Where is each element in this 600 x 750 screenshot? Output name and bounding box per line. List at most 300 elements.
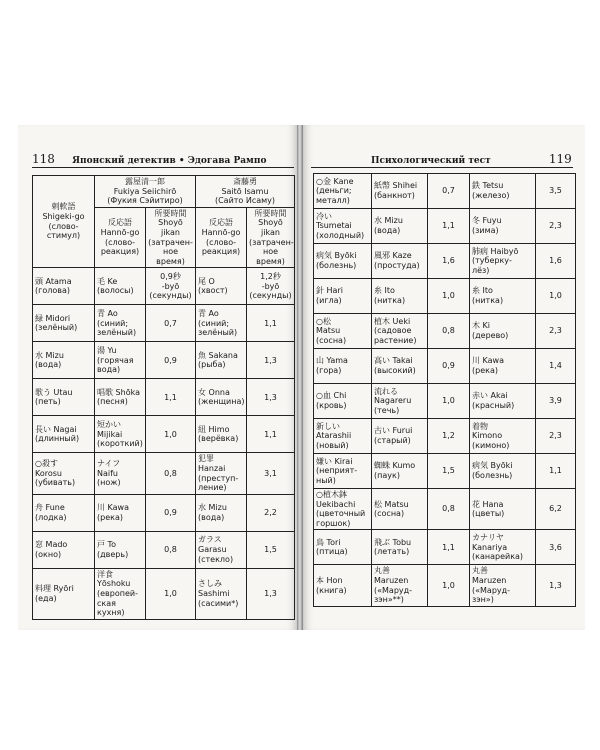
cell-line: Mijikai	[97, 429, 123, 439]
cell-line: (Фукия Сэйитиро)	[107, 196, 183, 206]
cell-line: (болезнь)	[316, 261, 357, 270]
cell-line: Uekibachi	[316, 499, 356, 509]
time-b-cell	[536, 489, 576, 530]
cell-line: (река)	[97, 512, 123, 522]
cell-line: металл)	[316, 195, 350, 205]
cell-line: 青 Ao	[97, 308, 118, 318]
stimulus-cell	[314, 419, 372, 454]
cell-line: 紙幣 Shihei	[374, 181, 418, 191]
cell-line: 頭 Atama	[35, 276, 72, 286]
response-b-cell	[196, 305, 247, 342]
cell-line: (неприят-	[316, 466, 358, 476]
cell-line: Shoyō	[258, 218, 283, 228]
cell-line: стимул)	[46, 231, 81, 241]
cell-line: (еда)	[35, 593, 57, 603]
right-running-title: Психологический тест	[371, 156, 491, 166]
table-row	[314, 384, 576, 419]
cell-line: 0,7	[442, 186, 455, 196]
cell-line: 水 Mizu	[198, 503, 227, 513]
cell-line: («Маруд-	[374, 585, 413, 595]
cell-line: 2,2	[264, 507, 277, 517]
table-row	[314, 314, 576, 349]
cell-line: 1,6	[442, 256, 455, 266]
time-a-cell	[428, 349, 470, 384]
cell-line: (синий;	[198, 318, 230, 328]
cell-line: 2,3	[549, 326, 562, 336]
cell-line: 3,1	[264, 468, 277, 478]
response-b-cell	[196, 342, 247, 379]
time-a-cell	[428, 489, 470, 530]
stimulus-cell	[33, 416, 95, 453]
time-b-cell	[536, 174, 576, 209]
cell-line: 1,0	[164, 588, 177, 598]
cell-line: 露屋清一郎	[125, 177, 165, 186]
cell-line: Nagareru	[374, 396, 412, 406]
cell-line: (секунды)	[149, 291, 192, 301]
response-a-cell	[372, 384, 428, 419]
cell-line: 1,1	[549, 466, 562, 476]
cell-line: 女 Onna	[198, 387, 230, 397]
cell-line: ное время)	[156, 247, 185, 266]
cell-line: (секунды)	[249, 291, 292, 301]
cell-line: 斎藤勇	[233, 177, 257, 186]
cell-line: (окно)	[35, 549, 62, 559]
cell-line: Kimono	[472, 431, 503, 441]
table-row	[314, 489, 576, 530]
table-row	[314, 174, 576, 209]
cell-line: (нитка)	[374, 296, 406, 305]
cell-line: 反応語	[108, 218, 132, 228]
time-a-cell	[146, 342, 196, 379]
cell-line: 戸 To	[97, 540, 116, 550]
response-a-cell	[372, 454, 428, 489]
cell-line: 1,5	[442, 466, 455, 476]
time-b-cell	[247, 568, 295, 619]
cell-line: (цветы)	[472, 509, 505, 519]
cell-line: (сосна)	[316, 335, 347, 345]
cell-line: (вода)	[198, 512, 225, 522]
table-row	[33, 568, 295, 619]
cell-line: (игла)	[316, 296, 342, 305]
response-b-cell	[470, 489, 536, 530]
cell-line: 紐 Himo	[198, 424, 230, 434]
cell-line: 唱歌 Shōka	[97, 387, 140, 397]
cell-line: 病気 Byōki	[472, 461, 513, 471]
cell-line: 飛ぶ Tobu	[374, 537, 412, 547]
cell-line: (голова)	[35, 286, 70, 296]
response-a-cell	[95, 379, 146, 416]
cell-line: 0,9	[442, 361, 455, 371]
cell-line: 病気 Byōki	[316, 251, 357, 261]
stimulus-cell	[33, 268, 95, 305]
cell-line: растение)	[374, 335, 417, 345]
time-a-cell	[428, 454, 470, 489]
cell-line: 肺病 Haibyō	[472, 246, 519, 256]
stimulus-cell	[314, 174, 372, 209]
header-saito	[196, 176, 295, 208]
stimulus-cell	[314, 314, 372, 349]
cell-line: (река)	[472, 366, 498, 375]
cell-line: (течь)	[374, 405, 400, 415]
cell-line: 1,0	[442, 580, 455, 590]
cell-line: 1,3	[264, 355, 277, 365]
cell-line: 舟 Fune	[35, 503, 65, 513]
response-a-cell	[372, 209, 428, 244]
response-a-cell	[372, 279, 428, 314]
cell-line: лёз)	[472, 265, 490, 275]
stimulus-cell	[33, 568, 95, 619]
cell-line: Maruzen	[472, 575, 507, 585]
cell-line: (банкнот)	[374, 191, 415, 200]
cell-line: зелёный)	[97, 328, 137, 338]
cell-line: (красный)	[472, 401, 515, 410]
right-association-table	[313, 173, 576, 607]
left-running-header	[32, 152, 266, 166]
response-b-cell	[196, 268, 247, 305]
cell-line: 1,3	[549, 580, 562, 590]
stimulus-cell	[314, 489, 372, 530]
cell-line: 料理 Ryōri	[35, 584, 74, 594]
cell-line: (вода)	[374, 226, 401, 235]
time-b-cell	[536, 314, 576, 349]
header-response-fukiya	[95, 207, 146, 268]
header-fukiya	[95, 176, 196, 208]
response-a-cell	[372, 174, 428, 209]
cell-line: カナリヤ	[472, 532, 504, 542]
cell-line: 着物	[472, 421, 488, 431]
cell-line: 所要時間	[254, 208, 287, 218]
right-page-number: 119	[548, 152, 572, 166]
cell-line: (стекло)	[198, 554, 234, 564]
cell-line: jikan	[161, 227, 180, 237]
cell-line: 丸善	[374, 566, 390, 576]
cell-line: 川 Kawa	[97, 503, 129, 513]
cell-line: 1,0	[164, 429, 177, 439]
cell-line: горшок)	[316, 518, 351, 528]
header-time-fukiya	[146, 207, 196, 268]
cell-line: (сосна)	[374, 509, 405, 519]
stimulus-cell	[314, 384, 372, 419]
stimulus-cell	[314, 244, 372, 279]
cell-line: 1,2	[442, 431, 455, 441]
left-page-number: 118	[32, 152, 55, 166]
cell-line: 花 Hana	[472, 499, 504, 509]
cell-line: 古い Furui	[374, 426, 413, 436]
cell-line: (книга)	[316, 585, 347, 595]
cell-line: Kanariya	[472, 542, 508, 552]
cell-line: (слово-	[104, 237, 136, 247]
time-b-cell	[536, 244, 576, 279]
cell-line: (высокий)	[374, 366, 416, 375]
cell-line: Korosu	[35, 468, 62, 478]
cell-line: («Маруд-	[472, 585, 511, 595]
cell-line: (паук)	[374, 471, 400, 480]
response-a-cell	[95, 531, 146, 568]
cell-line: 湯 Yu	[97, 345, 117, 355]
cell-line: 剌軟語	[51, 202, 76, 212]
response-a-cell	[95, 494, 146, 531]
response-b-cell	[470, 209, 536, 244]
cell-line: (убивать)	[35, 478, 76, 488]
cell-line: 0,8	[164, 468, 177, 478]
cell-line: (синий;	[97, 318, 129, 328]
cell-line: Saitō Isamu	[221, 186, 269, 196]
time-b-cell	[536, 209, 576, 244]
cell-line: (петь)	[35, 397, 61, 407]
time-a-cell	[428, 209, 470, 244]
cell-line: Tsumetai	[316, 221, 352, 231]
time-b-cell	[536, 279, 576, 314]
stimulus-cell	[33, 494, 95, 531]
cell-line: (слово-	[205, 237, 237, 247]
cell-line: -byō	[161, 281, 180, 291]
cell-line: ガラス	[198, 535, 222, 545]
time-b-cell	[247, 531, 295, 568]
time-a-cell	[146, 568, 196, 619]
cell-line: (затрачен-	[249, 237, 294, 247]
cell-line: 1,3	[264, 392, 277, 402]
cell-line: 山 Yama	[316, 356, 348, 366]
left-page	[18, 125, 297, 630]
cell-line: (сасими*)	[198, 598, 239, 608]
response-b-cell	[196, 494, 247, 531]
time-b-cell	[536, 565, 576, 606]
cell-line: Yōshoku	[97, 579, 131, 589]
stimulus-cell	[314, 349, 372, 384]
table-row	[314, 244, 576, 279]
response-b-cell	[196, 568, 247, 619]
cell-line: 2,3	[549, 221, 562, 231]
response-b-cell	[470, 279, 536, 314]
cell-line: 1,1	[264, 429, 277, 439]
response-a-cell	[95, 342, 146, 379]
time-b-cell	[247, 453, 295, 494]
table-row	[33, 268, 295, 305]
cell-line: 川 Kawa	[472, 356, 504, 366]
response-a-cell	[95, 568, 146, 619]
cell-line: 本 Hon	[316, 575, 343, 585]
response-b-cell	[470, 384, 536, 419]
book-spread	[0, 125, 600, 630]
cell-line: 洋食	[97, 569, 113, 579]
cell-line: (затрачен-	[148, 237, 193, 247]
cell-line: 2,3	[549, 431, 562, 441]
cell-line: (летать)	[374, 547, 410, 557]
time-a-cell	[146, 268, 196, 305]
cell-line: (туберку-	[472, 256, 512, 266]
cell-line: 1,1	[264, 318, 277, 328]
time-a-cell	[146, 379, 196, 416]
cell-line: (рыба)	[198, 360, 226, 370]
cell-line: 1,4	[549, 361, 562, 371]
time-b-cell	[536, 454, 576, 489]
cell-line: Shigeki-go	[42, 212, 85, 222]
table-row	[33, 416, 295, 453]
cell-line: 風邪 Kaze	[374, 251, 412, 261]
time-b-cell	[536, 349, 576, 384]
cell-line: (европей-	[97, 588, 138, 598]
cell-line: 0,7	[164, 318, 177, 328]
stimulus-cell	[33, 342, 95, 379]
left-association-table	[32, 175, 295, 620]
response-a-cell	[372, 244, 428, 279]
cell-line: 反応語	[209, 218, 233, 228]
cell-line: -byō	[261, 281, 280, 291]
cell-line: ление)	[198, 483, 227, 493]
response-a-cell	[95, 416, 146, 453]
cell-line: (болезнь)	[472, 471, 513, 480]
stimulus-cell	[314, 530, 372, 565]
cell-line: Atarashii	[316, 431, 352, 441]
time-a-cell	[428, 419, 470, 454]
table-row	[314, 565, 576, 606]
cell-line: 嫌い Kirai	[316, 456, 353, 466]
cell-line: 糸 Ito	[472, 286, 493, 296]
response-a-cell	[372, 565, 428, 606]
cell-line: 1,2秒	[260, 271, 281, 281]
stimulus-cell	[33, 453, 95, 494]
cell-line: (нитка)	[472, 296, 504, 305]
cell-line: 魚 Sakana	[198, 350, 238, 360]
cell-line: Naifu (нож)	[97, 468, 121, 488]
table-row	[33, 531, 295, 568]
response-b-cell	[470, 454, 536, 489]
response-b-cell	[470, 565, 536, 606]
cell-line: (железо)	[472, 191, 510, 200]
cell-line: 植木 Ueki	[374, 316, 411, 326]
time-b-cell	[536, 384, 576, 419]
cell-line: (горячая	[97, 355, 134, 365]
cell-line: вода)	[97, 365, 121, 375]
cell-line: (деньги;	[316, 186, 352, 196]
cell-line: 糸 Ito	[374, 286, 395, 296]
cell-line: зэн»**)	[374, 595, 404, 605]
time-a-cell	[428, 174, 470, 209]
response-b-cell	[196, 416, 247, 453]
response-b-cell	[470, 349, 536, 384]
stimulus-cell	[33, 379, 95, 416]
table-row	[33, 342, 295, 379]
stimulus-cell	[33, 531, 95, 568]
header-response-saito	[196, 207, 247, 268]
table-row	[33, 305, 295, 342]
cell-line: Hannō-go	[201, 227, 241, 237]
time-a-cell	[428, 279, 470, 314]
cell-line: (вода)	[35, 360, 62, 370]
time-a-cell	[146, 416, 196, 453]
right-running-header	[311, 152, 572, 166]
time-a-cell	[146, 531, 196, 568]
cell-line: Sashimi	[198, 588, 230, 598]
cell-line: ○血 Chi	[316, 391, 347, 401]
response-b-cell	[470, 530, 536, 565]
cell-line: 0,9秒	[160, 271, 181, 281]
cell-line: (зима)	[472, 226, 499, 235]
response-b-cell	[470, 419, 536, 454]
time-a-cell	[428, 530, 470, 565]
cell-line: (дверь)	[97, 549, 129, 559]
cell-line: 針 Hari	[316, 286, 343, 296]
cell-line: 3,5	[549, 186, 562, 196]
left-header-rule	[32, 167, 294, 168]
response-b-cell	[470, 314, 536, 349]
cell-line: 青 Ao	[198, 308, 219, 318]
cell-line: 所要時間	[154, 208, 187, 218]
cell-line: (верёвка)	[198, 434, 239, 444]
cell-line: 0,9	[164, 507, 177, 517]
cell-line: (дерево)	[472, 331, 509, 340]
cell-line: (холодный)	[316, 230, 365, 240]
header-time-saito	[247, 207, 295, 268]
time-b-cell	[247, 268, 295, 305]
cell-line: 水 Mizu	[35, 350, 64, 360]
cell-line: (старый)	[374, 436, 411, 445]
time-b-cell	[247, 494, 295, 531]
cell-line: (волосы)	[97, 286, 134, 296]
cell-line: 長い Nagai	[35, 424, 77, 434]
time-a-cell	[146, 494, 196, 531]
table-row	[314, 530, 576, 565]
cell-line: (короткий)	[97, 439, 143, 449]
cell-line: さしみ	[198, 579, 222, 589]
cell-line: 短かい	[97, 419, 121, 429]
table-row	[314, 419, 576, 454]
right-page	[303, 125, 585, 630]
response-a-cell	[372, 530, 428, 565]
cell-line: 高い Takai	[374, 356, 413, 366]
response-a-cell	[372, 419, 428, 454]
cell-line: Fukiya Seiichirō	[113, 186, 177, 196]
stimulus-cell	[314, 454, 372, 489]
cell-line: 赤い Akai	[472, 391, 508, 401]
cell-line: (гора)	[316, 366, 342, 375]
cell-line: 6,2	[549, 504, 562, 514]
cell-line: реакция)	[201, 247, 241, 257]
cell-line: зэн»)	[472, 595, 494, 605]
stimulus-cell	[314, 209, 372, 244]
right-header-rule	[311, 167, 573, 168]
time-a-cell	[428, 244, 470, 279]
cell-line: 鉄 Tetsu	[472, 181, 504, 191]
cell-line: 3,6	[549, 542, 562, 552]
cell-line: ナイフ	[97, 459, 121, 469]
cell-line: ская кухня)	[97, 598, 125, 618]
stimulus-cell	[314, 279, 372, 314]
response-a-cell	[95, 305, 146, 342]
table-row	[314, 454, 576, 489]
cell-line: (садовое	[374, 326, 412, 336]
cell-line: 1,0	[442, 396, 455, 406]
cell-line: 犯罪	[198, 454, 214, 464]
left-running-title: Японский детектив • Эдогава Рампо	[72, 156, 267, 166]
cell-line: 木 Ki	[472, 321, 491, 331]
time-a-cell	[428, 565, 470, 606]
cell-line: 0,8	[164, 544, 177, 554]
cell-line: 0,8	[442, 504, 455, 514]
response-a-cell	[372, 489, 428, 530]
cell-line: 3,9	[549, 396, 562, 406]
cell-line: (птица)	[316, 547, 348, 557]
cell-line: ○松	[316, 316, 331, 326]
table-row	[314, 209, 576, 244]
time-b-cell	[536, 530, 576, 565]
time-b-cell	[247, 416, 295, 453]
cell-line: 歌う Utau	[35, 387, 73, 397]
cell-line: Maruzen	[374, 575, 409, 585]
cell-line: 1,1	[442, 221, 455, 231]
time-b-cell	[536, 419, 576, 454]
cell-line: ный)	[316, 475, 336, 485]
